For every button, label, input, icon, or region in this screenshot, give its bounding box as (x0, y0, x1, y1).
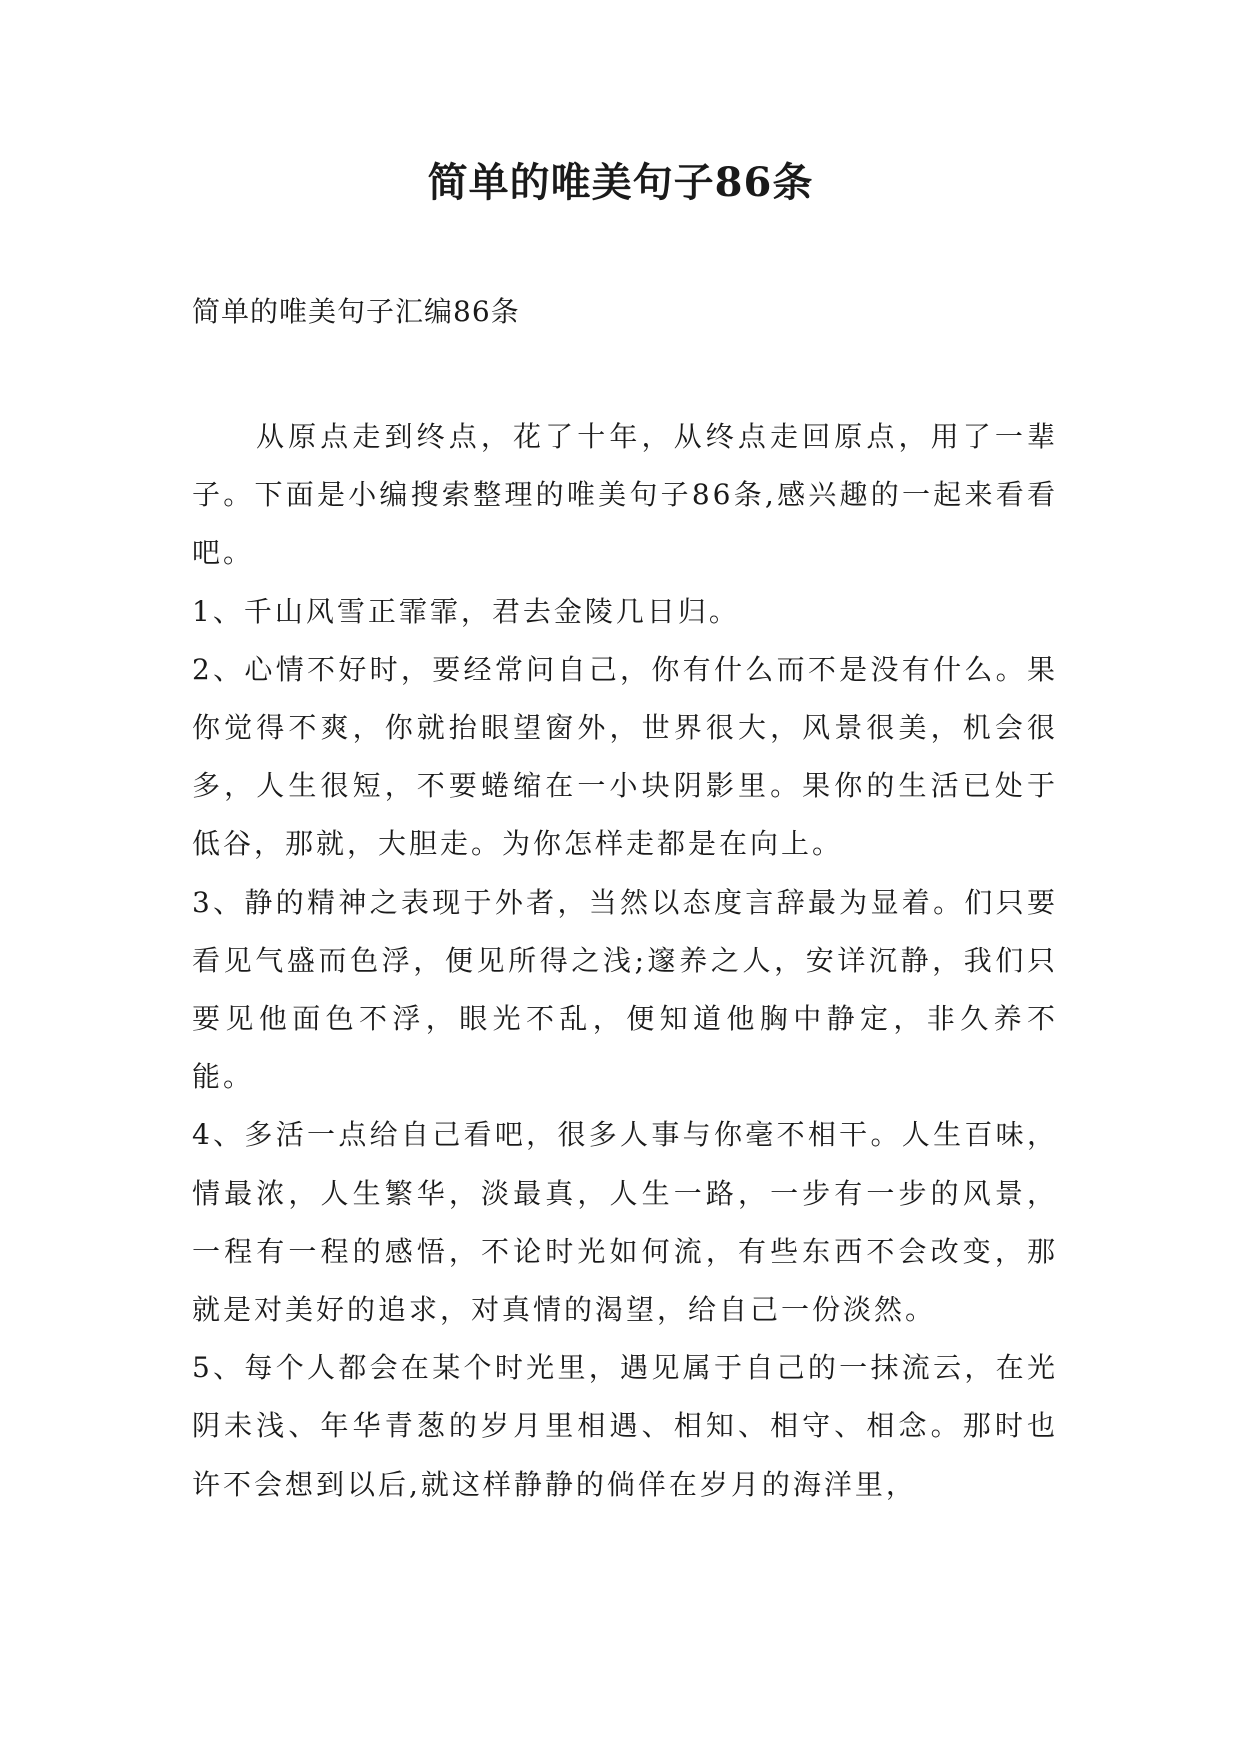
document-body (192, 408, 1058, 1514)
list-item: 1、千山风雪正霏霏，君去金陵几日归。 (192, 594, 740, 628)
document-title: 简单的唯美句子86条 (427, 159, 814, 206)
list-item: 4、多活一点给自己看吧，很多人事与你毫不相干。人生百味，情最浓，人生繁华，淡最真，人生一路，一步有一步的风景，一程有一程的感悟，不论时光如何流，有些东西不会改变，那就是对美好的追求，对真情的渴望，给自己一份淡然。 (192, 1118, 1058, 1327)
list-item: 2、心情不好时，要经常问自己，你有什么而不是没有什么。果你觉得不爽，你就抬眼望窗外，世界很大，风景很美，机会很多，人生很短，不要蜷缩在一小块阴影里。果你的生活已处于低谷，那就，大胆走。为你怎样走都是在向上。 (192, 652, 1058, 861)
list-item: 3、静的精神之表现于外者，当然以态度言辞最为显着。们只要看见气盛而色浮，便见所得之浅;邃养之人，安详沉静，我们只要见他面色不浮，眼光不乱，便知道他胸中静定，非久养不能。 (192, 885, 1058, 1094)
intro-paragraph: 从原点走到终点，花了十年，从终点走回原点，用了一辈子。下面是小编搜索整理的唯美句子86条,感兴趣的一起来看看吧。 (192, 420, 1058, 570)
document-subtitle: 简单的唯美句子汇编86条 (192, 295, 520, 328)
list-item: 5、每个人都会在某个时光里，遇见属于自己的一抹流云，在光阴未浅、年华青葱的岁月里相遇、相知、相守、相念。那时也许不会想到以后,就这样静静的倘佯在岁月的海洋里， (192, 1351, 1058, 1501)
